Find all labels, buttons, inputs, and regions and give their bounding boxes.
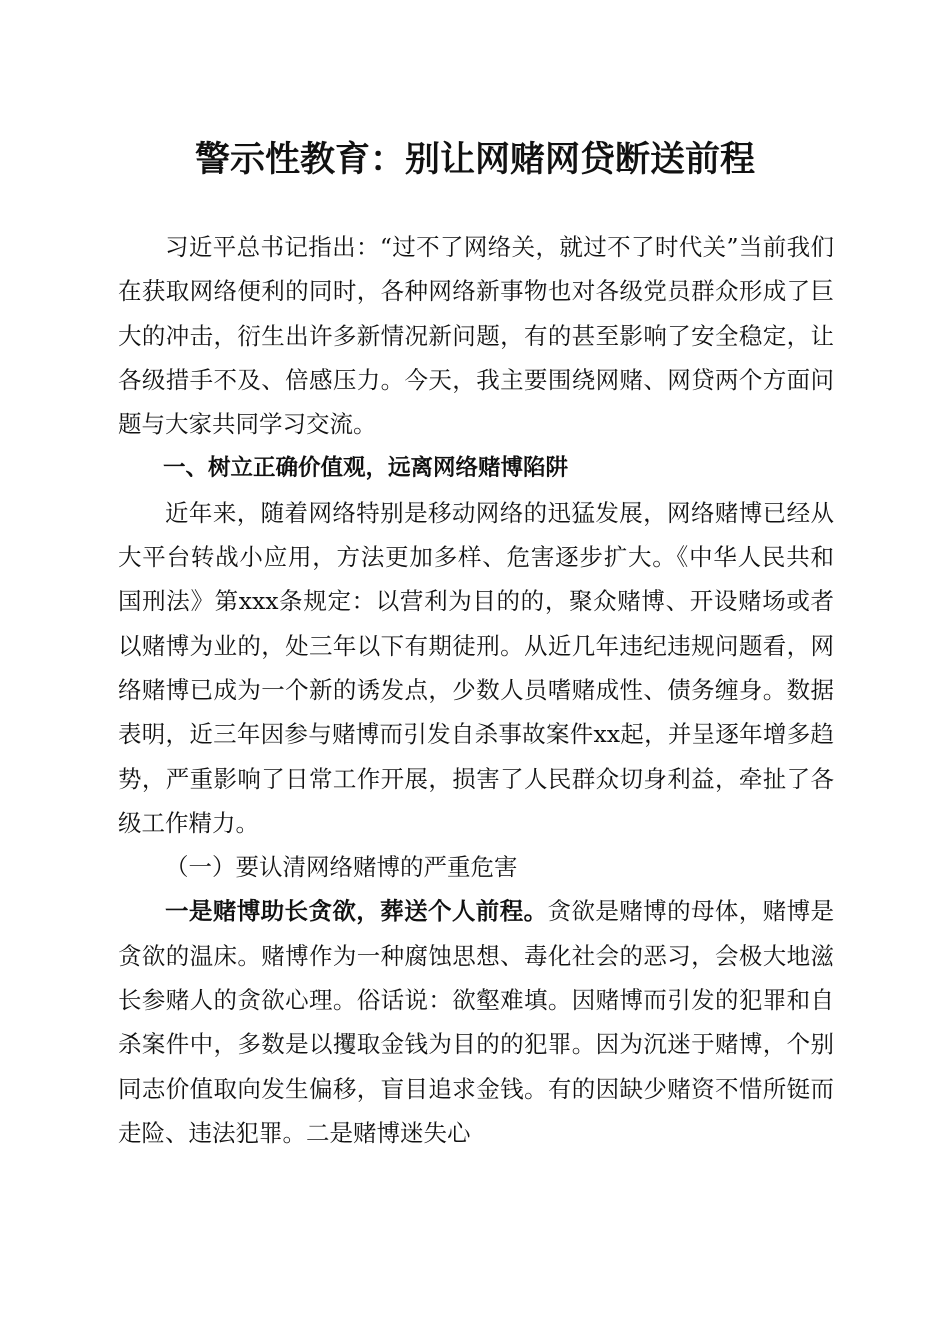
subsection-1-paragraph [118, 889, 834, 1155]
paragraph-rest: 贪欲是赌博的母体，赌博是贪欲的温床。赌博作为一种腐蚀思想、毒化社会的恶习，会极大地滋长参赌人的贪欲心理。俗话说：欲壑难填。因赌博而引发的犯罪和自杀案件中，多数是以攫取金钱为目的的犯罪。因为沉迷于赌博，个别同志价值取向发生偏移，盲目追求金钱。有的因缺少赌资不惜所铤而走险、违法犯罪。二是赌博迷失心 [118, 897, 835, 1147]
section-heading-1: 一、树立正确价值观，远离网络赌博陷阱 [163, 455, 569, 482]
intro-paragraph: 习近平总书记指出：“过不了网络关，就过不了时代关”当前我们在获取网络便利的同时，各种网络新事物也对各级党员群众形成了巨大的冲击，衍生出许多新情况新问题，有的甚至影响了安全稳定，让各级措手不及、倍感压力。今天，我主要围绕网赌、网贷两个方面问题与大家共同学习交流。 [118, 233, 834, 439]
document-title: 警示性教育：别让网赌网贷断送前程 [194, 139, 755, 180]
document-body [118, 225, 834, 1155]
subsection-heading-1: （一）要认清网络赌博的严重危害 [165, 853, 518, 882]
section-1-paragraph: 近年来，随着网络特别是移动网络的迅猛发展，网络赌博已经从大平台转战小应用，方法更加多样、危害逐步扩大。《中华人民共和国刑法》第xxx条规定：以营利为目的的，聚众赌博、开设赌场或者以赌博为业的，处三年以下有期徒刑。从近几年违纪违规问题看，网络赌博已成为一个新的诱发点，少数人员嗜赌成性、债务缠身。数据表明，近三年因参与赌博而引发自杀事故案件xx起，并呈逐年增多趋势，严重影响了日常工作开展，损害了人民群众切身利益，牵扯了各级工作精力。 [118, 498, 834, 837]
paragraph-lead-sentence: 一是赌博助长贪欲，葬送个人前程。 [165, 897, 548, 926]
